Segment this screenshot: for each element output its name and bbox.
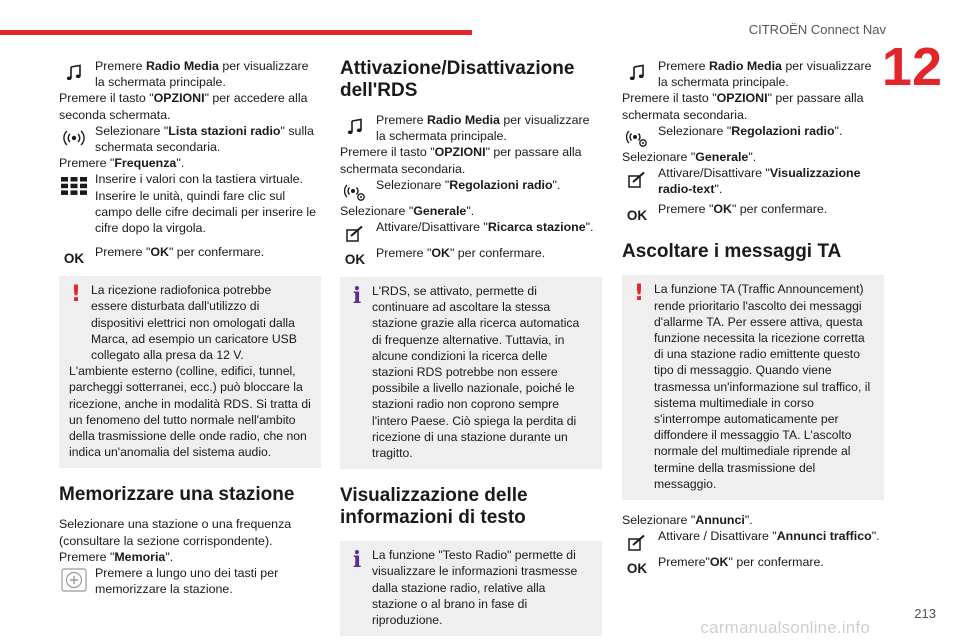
info-note: i L'RDS, se attivato, permette di continuare ad ascoltare la stessa stazione grazie alla ricerca automatica di frequenze alternative. Tuttavia, in alcune condizioni la ricerca delle stazioni RDS potrebbe non essere possibile a livello nazionale, poiché le stazioni radio non coprono sempre l'intero Paese. Ciò spiega la perdita di ricezione di una stazione durante un tragitto. [340,277,602,469]
step-radio-settings: Selezionare "Regolazioni radio". [622,123,884,141]
edit-toggle-icon [622,169,652,191]
edit-toggle-icon [340,223,370,245]
instruction-general: Selezionare "Generale". [340,203,475,218]
instruction-options: Premere il tasto "OPZIONI" per passare alla schermata secondaria. [340,145,582,176]
instruction-frequency: Premere "Frequenza". [59,156,185,171]
warning-icon: ! [633,281,645,307]
add-preset-icon [59,569,89,591]
step-long-press: Premere a lungo uno dei tasti per memorizzare la stazione. [59,565,321,597]
step-station-list: Selezionare "Lista stazioni radio" sulla schermata secondaria. [59,123,321,155]
chapter-number: 12 [881,37,942,97]
step-radio-media: Premere Radio Media per visualizzare la schermata principale. [340,112,602,144]
step-toggle-radio-text: Attivare/Disattivare "Visualizzazione radio-text". [622,165,884,197]
header-brand: CITROËN Connect Nav [748,22,886,37]
step-toggle: Attivare/Disattivare "Ricarca stazione". [340,219,602,237]
music-note-icon [622,62,652,84]
ok-icon: OK [63,251,85,267]
step-radio-settings: Selezionare "Regolazioni radio". [340,177,602,195]
memorize-text: Selezionare una stazione o una frequenza (consultare la sezione corrispondente). [59,517,292,548]
section-heading-memorize: Memorizzare una stazione [59,484,295,506]
instruction-announcements: Selezionare "Annunci". [622,513,753,528]
section-heading-text-info: Visualizzazione delle informazioni di testo [340,485,528,529]
info-note-radio-text: i La funzione "Testo Radio" permette di visualizzare le informazioni trasmesse dalla stazione radio, relative alla stazione o al brano in fase di riproduzione. [340,541,602,636]
music-note-icon [59,62,89,84]
keypad-icon [59,175,89,197]
radio-antenna-icon [59,127,89,149]
step-keypad: Inserire i valori con la tastiera virtuale. Inserire le unità, quindi fare clic sul campo delle cifre decimali per inserire le cifre dopo la virgola. [59,171,321,236]
section-heading-ta: Ascoltare i messaggi TA [622,241,842,263]
radio-settings-icon [622,127,652,149]
instruction-options: Premere il tasto "OPZIONI" per accedere alla seconda schermata. [59,91,308,122]
warning-note: ! La ricezione radiofonica potrebbe essere disturbata dall'utilizzo di dispositivi elettrici non omologati dalla Marca, ad esempio un caricatore USB collegato alla presa da 12 V. L'ambiente esterno (colline, edifici, tunnel, parcheggi sotterranei, ecc.) può bloccare la ricezione, anche in modalità RDS. Si tratta di un fenomeno del tutto normale nell'ambito della trasmissione delle onde radio, che non indica un'anomalia del sistema audio. [59,276,321,468]
header-rule [0,30,472,35]
instruction-memory: Premere "Memoria". [59,549,174,564]
step-confirm: OK Premere "OK" per confermare. [622,201,884,219]
section-heading-rds: Attivazione/Disattivazione dell'RDS [340,58,575,101]
music-note-icon [340,116,370,138]
ok-icon: OK [626,208,648,224]
column-1 [59,58,321,597]
step-confirm: OK Premere "OK" per confermare. [59,244,321,262]
column-2 [340,58,602,636]
edit-toggle-icon [622,532,652,554]
page-number: 213 [914,606,936,621]
step-radio-media: Premere Radio Media per visualizzare la schermata principale. [59,58,321,90]
ok-icon: OK [344,251,366,267]
instruction-options: Premere il tasto "OPZIONI" per passare alla schermata secondaria. [622,91,864,122]
step-confirm: OK Premere"OK" per confermare. [622,554,884,572]
step-radio-media: Premere Radio Media per visualizzare la schermata principale. [622,58,884,90]
radio-settings-icon [340,181,370,203]
step-confirm: OK Premere "OK" per confermare. [340,245,602,263]
step-toggle-traffic: Attivare / Disattivare "Annunci traffico". [622,528,884,546]
info-icon: i [352,547,362,574]
column-3 [622,58,884,577]
info-icon: i [352,283,362,310]
watermark: carmanualsonline.info [700,618,870,637]
warning-icon: ! [70,282,82,308]
warning-note-ta: ! La funzione TA (Traffic Announcement) rende prioritario l'ascolto dei messaggi d'allarme TA. Per essere attiva, questa funzione necessita la ricezione corretta di una stazione radio emittente questo tipo di messaggio. Quando viene trasmessa un'informazione sul traffico, il sistema multimediale in corso s'interrompe automaticamente per diffondere il messaggio TA. L'ascolto normale del multimediale riprende al termine della trasmissione del messaggio. [622,275,884,500]
ok-icon: OK [626,561,648,577]
instruction-general: Selezionare "Generale". [622,149,757,164]
